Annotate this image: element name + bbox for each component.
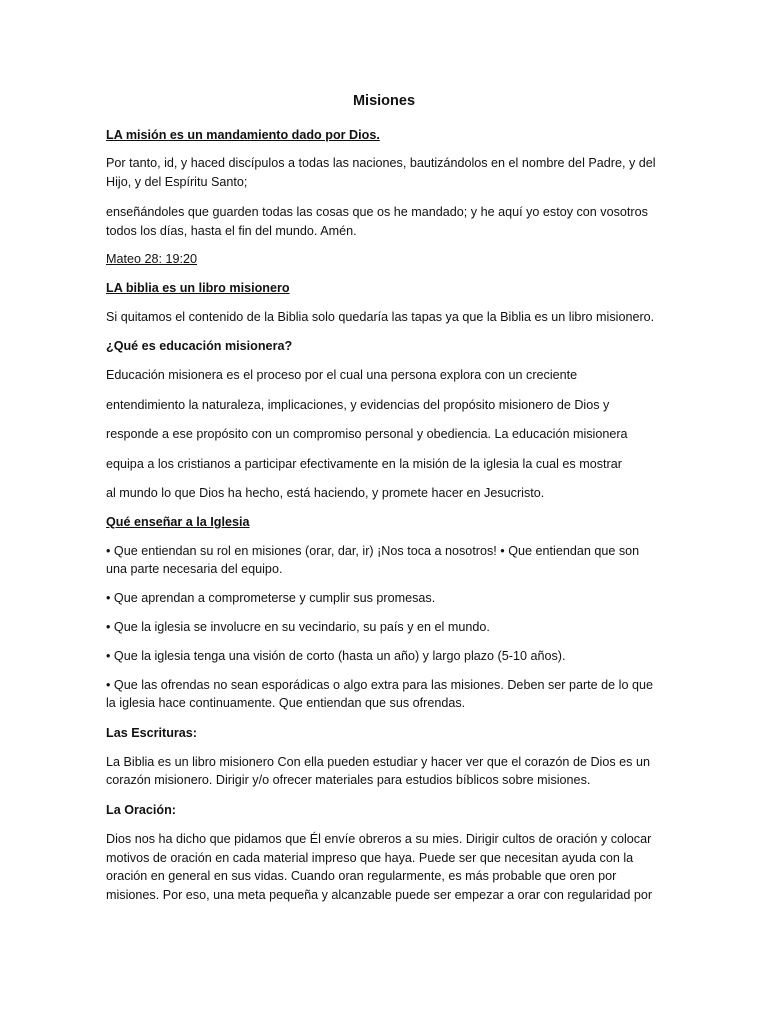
paragraph-line: Si quitamos el contenido de la Biblia solo quedaría las tapas ya que la Biblia es un libro misionero. — [106, 310, 655, 324]
page-title: Misiones — [352, 93, 416, 109]
bullet-line: la iglesia hace continuamente. Que entiendan que sus ofrendas. — [106, 696, 466, 710]
paragraph-line: corazón misionero. Dirigir y/o ofrecer materiales para estudios bíblicos sobre misiones. — [106, 773, 591, 787]
paragraph-line: equipa a los cristianos a participar efectivamente en la misión de la iglesia la cual es mostrar — [106, 457, 622, 471]
paragraph-line: enseñándoles que guarden todas las cosas que os he mandado; y he aquí yo estoy con vosotros — [106, 205, 648, 219]
heading-scriptures: Las Escrituras: — [106, 726, 197, 740]
heading-prayer: La Oración: — [106, 803, 176, 817]
paragraph-line: Dios nos ha dicho que pidamos que Él envíe obreros a su mies. Dirigir cultos de oración y colocar — [106, 832, 652, 846]
paragraph-line: Educación misionera es el proceso por el cual una persona explora con un creciente — [106, 368, 578, 382]
heading-teach-church: Qué enseñar a la Iglesia — [106, 515, 250, 529]
bullet-line: • Que la iglesia se involucre en su vecindario, su país y en el mundo. — [106, 620, 490, 634]
paragraph-line: motivos de oración en cada material impreso que haya. Puede ser que necesitan ayuda con la — [106, 851, 634, 865]
paragraph-line: todos los días, hasta el fin del mundo. Amén. — [106, 224, 357, 238]
bullet-line: • Que la iglesia tenga una visión de corto (hasta un año) y largo plazo (5-10 años). — [106, 649, 566, 663]
paragraph-line: La Biblia es un libro misionero Con ella pueden estudiar y hacer ver que el corazón de Dios es un — [106, 755, 650, 769]
paragraph-line: entendimiento la naturaleza, implicaciones, y evidencias del propósito misionero de Dios y — [106, 398, 610, 412]
bullet-line: • Que aprendan a comprometerse y cumplir sus promesas. — [106, 591, 436, 605]
paragraph-line: responde a ese propósito con un compromiso personal y obediencia. La educación misionera — [106, 427, 628, 441]
bullet-line: una parte necesaria del equipo. — [106, 562, 283, 576]
heading-missionary-education: ¿Qué es educación misionera? — [106, 339, 293, 353]
paragraph-line: al mundo lo que Dios ha hecho, está haciendo, y promete hacer en Jesucristo. — [106, 486, 545, 500]
paragraph-line: misiones. Por eso, una meta pequeña y alcanzable puede ser empezar a orar con regularidad por — [106, 888, 653, 902]
bullet-line: • Que entiendan su rol en misiones (orar, dar, ir) ¡Nos toca a nosotros! • Que entiendan que son — [106, 544, 640, 558]
heading-mission-mandate: LA misión es un mandamiento dado por Dios. — [106, 128, 380, 142]
paragraph-line: Por tanto, id, y haced discípulos a todas las naciones, bautizándolos en el nombre del Padre, y del — [106, 156, 656, 170]
bullet-line: • Que las ofrendas no sean esporádicas o algo extra para las misiones. Deben ser parte de lo que — [106, 678, 653, 692]
paragraph-line: Hijo, y del Espíritu Santo; — [106, 175, 248, 189]
paragraph-line: oración en general en sus vidas. Cuando oran regularmente, es más probable que oren por — [106, 869, 617, 883]
bible-reference: Mateo 28: 19:20 — [106, 252, 198, 266]
heading-missionary-bible: LA biblia es un libro misionero — [106, 281, 290, 295]
